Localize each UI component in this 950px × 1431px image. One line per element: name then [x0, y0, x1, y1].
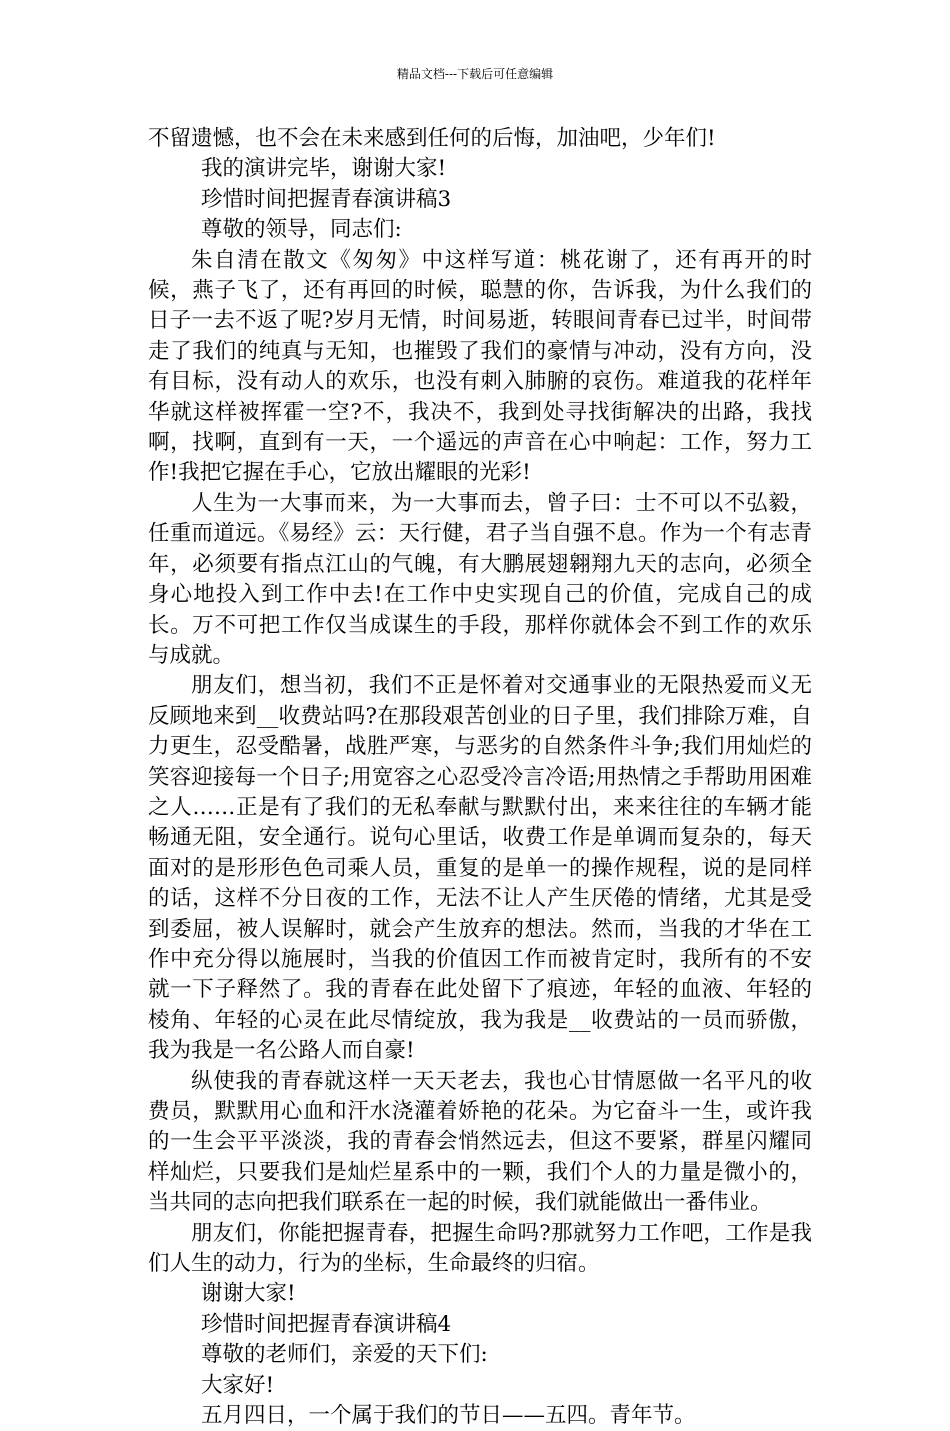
greeting: 大家好! [201, 1372, 275, 1398]
salutation: 尊敬的领导，同志们: [201, 217, 402, 243]
page-header: 精品文档---下载后可任意编辑 [396, 67, 554, 81]
paragraph: 不留遗憾，也不会在未来感到任何的后悔，加油吧，少年们! [148, 126, 716, 151]
paragraph: 人生为一大事而来，为一大事而去，曾子曰：士不可以不弘毅，任重而道远。《易经》云：天行健，君子当自强不息。作为一个有志青年，必须要有指点江山的气魄，有大鹏展翅翱翔九天的志向，必须全身心地投入到工作中去!在工作中史实现自己的价值，完成自己的成长。万不可把工作仅当成谋生的手段，那样你就体会不到工作的欢乐与成就。 [148, 490, 812, 668]
closing-line: 谢谢大家! [201, 1281, 296, 1307]
paragraph: 朋友们，想当初，我们不正是怀着对交通事业的无限热爱而义无反顾地来到__收费站吗?在那段艰苦创业的日子里，我们排除万难，自力更生，忍受酷暑，战胜严寒，与恶劣的自然条件斗争;我们用灿烂的笑容迎接每一个日子;用宽容之心忍受冷言冷语;用热情之手帮助用困难之人……正是有了我们的无私奉献与默默付出，来来往往的车辆才能畅通无阻，安全通行。说句心里话，收费工作是单调而复杂的，每天面对的是形形色色司乘人员，重复的是单一的操作规程，说的是同样的话，这样不分日夜的工作，无法不让人产生厌倦的情绪，尤其是受到委屈，被人误解时，就会产生放弃的想法。然而，当我的才华在工作中充分得以施展时，当我的价值因工作而被肯定时，我所有的不安就一下子释然了。我的青春在此处留下了痕迹，年轻的血液、年轻的棱角、年轻的心灵在此尽情绽放，我为我是__收费站的一员而骄傲，我为我是一名公路人而自豪! [148, 673, 812, 1064]
paragraph: 五月四日，一个属于我们的节日——五四。青年节。 [201, 1403, 696, 1429]
section-title: 珍惜时间把握青春演讲稿4 [201, 1311, 452, 1337]
section-title: 珍惜时间把握青春演讲稿3 [201, 186, 452, 212]
paragraph: 纵使我的青春就这样一天天老去，我也心甘情愿做一名平凡的收费员，默默用心血和汗水浇灌着娇艳的花朵。为它奋斗一生，或许我的一生会平平淡淡，我的青春会悄然远去，但这不要紧，群星闪耀同样灿烂，只要我们是灿烂星系中的一颗，我们个人的力量是微小的，当共同的志向把我们联系在一起的时候，我们就能做出一番伟业。 [148, 1068, 812, 1216]
paragraph: 朋友们，你能把握青春，把握生命吗?那就努力工作吧，工作是我们人生的动力，行为的坐标，生命最终的归宿。 [148, 1220, 812, 1277]
salutation: 尊敬的老师们，亲爱的天下们: [201, 1342, 488, 1368]
document-body [148, 124, 812, 1431]
paragraph: 朱自清在散文《匆匆》中这样写道：桃花谢了，还有再开的时候，燕子飞了，还有再回的时候，聪慧的你，告诉我，为什么我们的日子一去不返了呢?岁月无情，时间易逝，转眼间青春已过半，时间带走了我们的纯真与无知，也摧毁了我们的豪情与冲动，没有方向，没有目标，没有动人的欢乐，也没有刺入肺腑的哀伤。难道我的花样年华就这样被挥霍一空?不，我决不，我到处寻找街解决的出路，我找啊，找啊，直到有一天，一个遥远的声音在心中响起：工作，努力工作!我把它握在手心，它放出耀眼的光彩! [148, 247, 812, 486]
closing-line: 我的演讲完毕，谢谢大家! [201, 156, 447, 182]
